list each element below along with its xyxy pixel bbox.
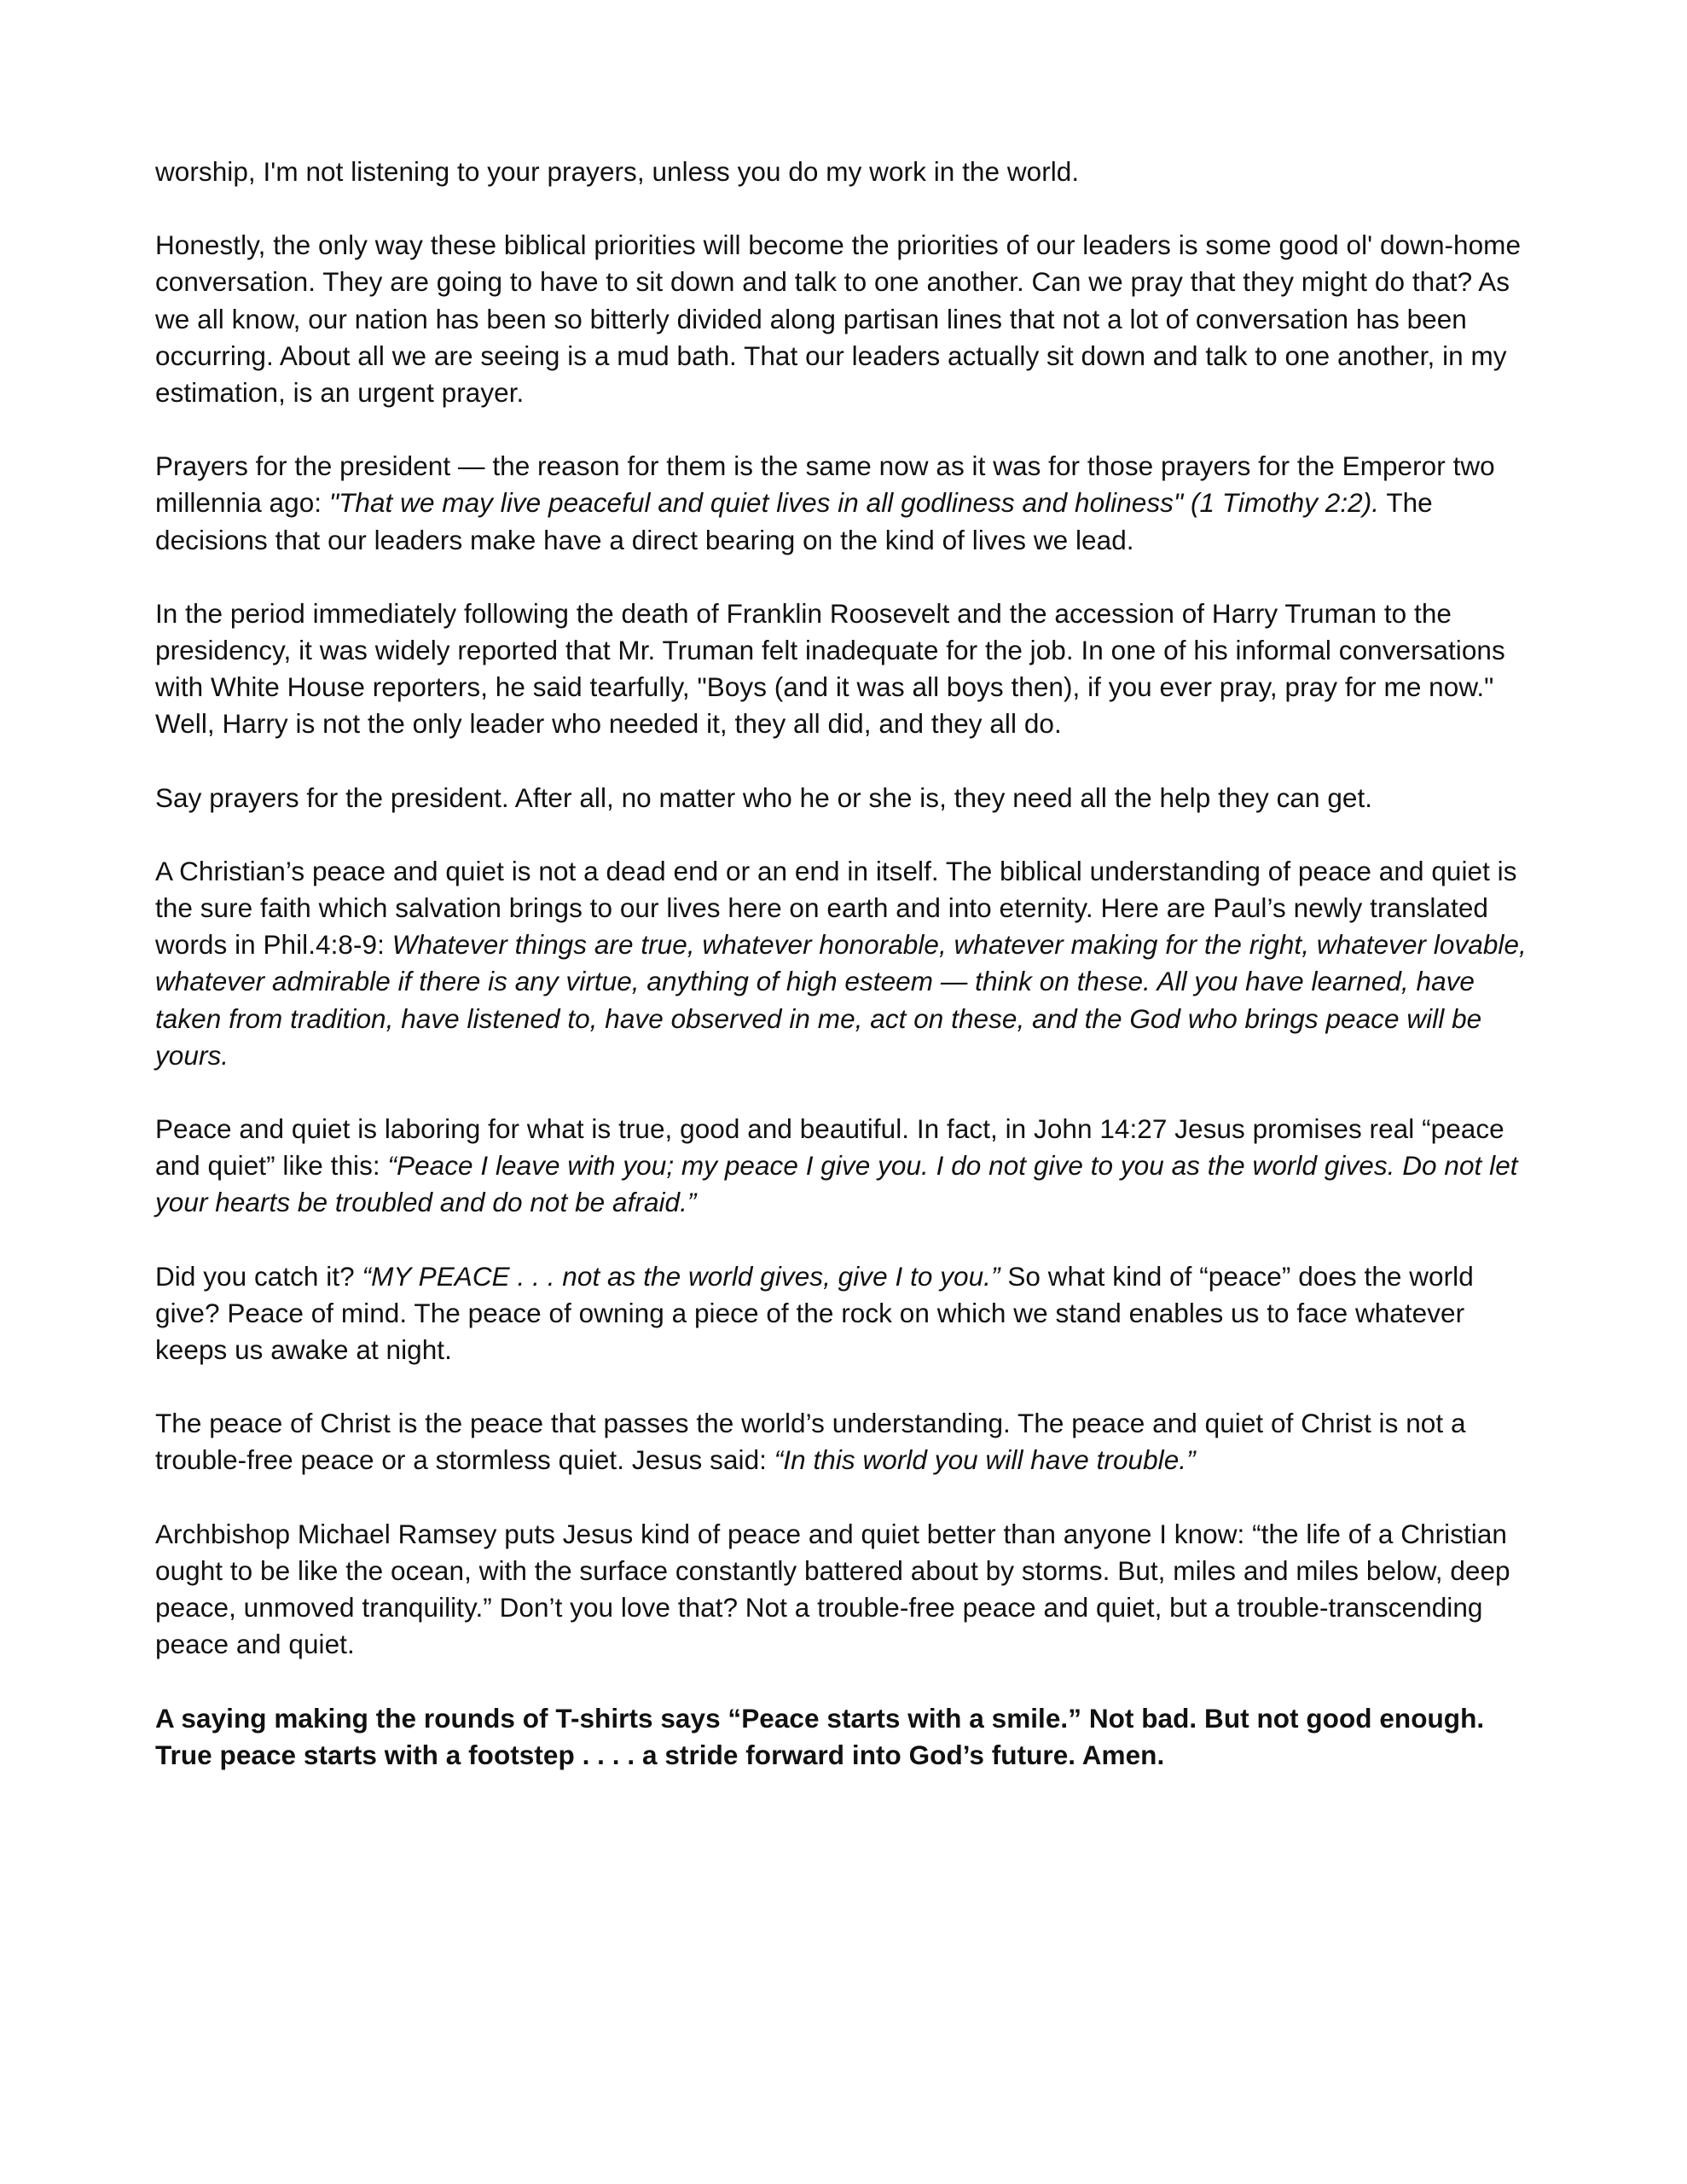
closing-paragraph-text: A saying making the rounds of T-shirts says “Peace starts with a smile.” Not bad. But not good enough. True peace starts with a footstep . . . . a stride forward into God’s future. Amen. <box>155 1702 1485 1770</box>
paragraph-5-text: Say prayers for the president. After all, no matter who he or she is, they need all the help they can get. <box>155 781 1373 813</box>
paragraph-3-scripture-quote: "That we may live peaceful and quiet lives in all godliness and holiness" (1 Timothy 2:2). <box>328 487 1380 519</box>
paragraph-8-scripture-quote: “MY PEACE . . . not as the world gives, give I to you.” <box>362 1260 1000 1292</box>
paragraph-10 <box>155 1516 1537 1664</box>
paragraph-2 <box>155 227 1537 411</box>
paragraph-4 <box>155 595 1537 743</box>
paragraph-10-text: Archbishop Michael Ramsey puts Jesus kind of peace and quiet better than anyone I know: “the life of a Christian ought to be like the ocean, with the surface constantly battered about by storms. But, miles and miles below, deep peace, unmoved tranquility.” Don’t you love that? Not a trouble-free peace and quiet, but a trouble-transcending peace and quiet. <box>155 1518 1510 1660</box>
paragraph-9-scripture-quote: “In this world you will have trouble.” <box>774 1444 1196 1476</box>
paragraph-8 <box>155 1258 1537 1369</box>
paragraph-4-text: In the period immediately following the death of Franklin Roosevelt and the accession of Harry Truman to the presidency, it was widely reported that Mr. Truman felt inadequate for the job. In one of his informal conversations with White House reporters, he said tearfully, "Boys (and it was all boys then), if you ever pray, pray for me now." Well, Harry is not the only leader who needed it, they all did, and they all do. <box>155 597 1505 740</box>
paragraph-3 <box>155 448 1537 559</box>
paragraph-2-text: Honestly, the only way these biblical priorities will become the priorities of our leaders is some good ol' down-home conversation. They are going to have to sit down and talk to one another. Can we pray that they might do that? As we all know, our nation has been so bitterly divided along partisan lines that not a lot of conversation has been occurring. About all we are seeing is a mud bath. That our leaders actually sit down and talk to one another, in my estimation, is an urgent prayer. <box>155 229 1522 409</box>
paragraph-9 <box>155 1405 1537 1478</box>
document-page <box>155 154 1537 1810</box>
paragraph-9-text: The peace of Christ is the peace that passes the world’s understanding. The peace and quiet of Christ is not a trouble-free peace or a stormless quiet. Jesus said: <box>155 1408 1466 1476</box>
paragraph-6 <box>155 853 1537 1074</box>
paragraph-6-text: A Christian’s peace and quiet is not a dead end or an end in itself. The biblical understanding of peace and quiet is the sure faith which salvation brings to our lives here on earth and into eternity. Here are Paul’s newly translated words in Phil.4:8-9: <box>155 855 1517 961</box>
paragraph-8-text: Did you catch it? <box>155 1260 362 1292</box>
closing-paragraph <box>155 1700 1537 1774</box>
paragraph-7-text: Peace and quiet is laboring for what is true, good and beautiful. In fact, in John 14:27 Jesus promises real “peace and quiet” like this: <box>155 1113 1504 1182</box>
paragraph-8-text-end: So what kind of “peace” does the world give? Peace of mind. The peace of owning a piece of the rock on which we stand enables us to face whatever keeps us awake at night. <box>155 1260 1474 1366</box>
paragraph-7-scripture-quote: “Peace I leave with you; my peace I give you. I do not give to you as the world gives. Do not let your hearts be troubled and do not be afraid.” <box>155 1150 1518 1218</box>
paragraph-3-text: Prayers for the president — the reason for them is the same now as it was for those prayers for the Emperor two millennia ago: <box>155 450 1495 519</box>
paragraph-1-text: worship, I'm not listening to your prayers, unless you do my work in the world. <box>155 156 1080 187</box>
paragraph-7 <box>155 1111 1537 1222</box>
paragraph-5 <box>155 780 1537 816</box>
paragraph-3-text-end: The decisions that our leaders make have a direct bearing on the kind of lives we lead. <box>155 487 1433 555</box>
paragraph-1 <box>155 154 1537 190</box>
paragraph-6-scripture-quote: Whatever things are true, whatever honorable, whatever making for the right, whatever lovable, whatever admirable if there is any virtue, anything of high esteem — think on these. All you have learned, have taken from tradition, have listened to, have observed in me, act on these, and the God who brings peace will be yours. <box>155 929 1527 1071</box>
